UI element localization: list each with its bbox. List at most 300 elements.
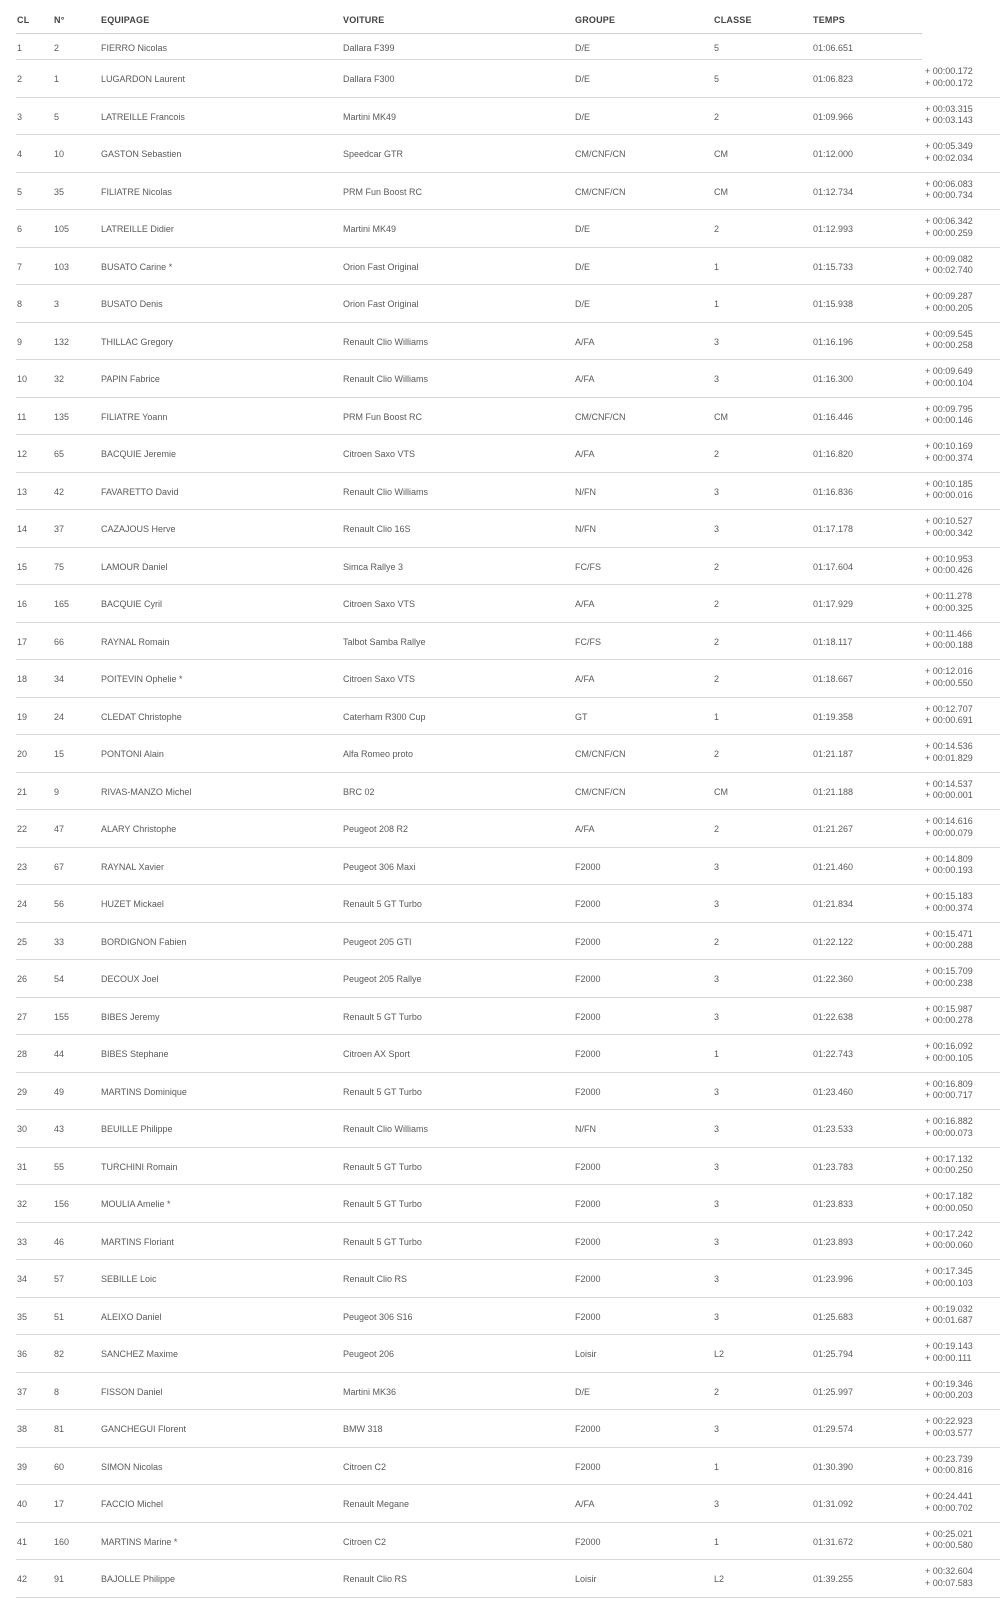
cell-equipage: FILIATRE Nicolas [101, 186, 172, 197]
gap-cell [925, 1266, 973, 1289]
cell-classe: 3 [714, 1086, 720, 1097]
gap-to-previous: + 00:00.550 [925, 677, 973, 688]
cell-num: 82 [54, 1349, 65, 1359]
cell-cl: 39 [17, 1461, 28, 1472]
cell-equipage: RAYNAL Xavier [101, 861, 165, 872]
gap-cell [925, 1079, 973, 1102]
table-row [16, 98, 1000, 136]
cell-classe: 5 [714, 74, 720, 84]
cell-voiture: PRM Fun Boost RC [343, 411, 423, 422]
cell-cl: 6 [17, 224, 23, 234]
cell-classe: 2 [714, 674, 720, 684]
cell-groupe: FC/FS [575, 636, 601, 647]
cell-equipage: RIVAS-MANZO Michel [101, 786, 192, 797]
cell-cl: 19 [17, 711, 28, 722]
gap-to-first: + 00:03.315 [925, 103, 973, 114]
cell-num: 24 [54, 711, 65, 722]
table-row [16, 1260, 1000, 1298]
cell-cl: 40 [17, 1499, 28, 1509]
cell-groupe: A/FA [575, 374, 595, 384]
cell-voiture: Martini MK49 [343, 111, 397, 122]
cell-equipage: RAYNAL Romain [101, 636, 170, 647]
cell-groupe: F2000 [575, 1311, 601, 1322]
cell-cl: 2 [17, 74, 23, 84]
cell-temps: 01:17.604 [813, 561, 854, 572]
cell-temps: 01:21.188 [813, 786, 854, 797]
cell-cl: 30 [17, 1124, 28, 1134]
cell-equipage: SANCHEZ Maxime [101, 1349, 179, 1359]
cell-groupe: F2000 [575, 1236, 601, 1247]
cell-num: 54 [54, 974, 65, 984]
cell-temps: 01:16.196 [813, 336, 854, 347]
table-row [16, 698, 1000, 736]
cell-temps: 01:25.997 [813, 1386, 854, 1397]
gap-cell [925, 966, 973, 989]
cell-voiture: Peugeot 205 GTI [343, 936, 412, 947]
gap-to-first: + 00:22.923 [925, 1416, 973, 1426]
cell-voiture: Martini MK49 [343, 224, 397, 234]
cell-classe: 2 [714, 449, 720, 459]
cell-classe: 2 [714, 1386, 720, 1397]
gap-to-first: + 00:24.441 [925, 1491, 973, 1501]
gap-cell [925, 1341, 973, 1364]
cell-classe: 3 [714, 1161, 720, 1172]
cell-groupe: A/FA [575, 599, 595, 609]
gap-to-previous: + 00:00.205 [925, 302, 973, 313]
cell-groupe: N/FN [575, 486, 596, 497]
gap-cell [925, 704, 973, 727]
cell-equipage: MARTINS Marine * [101, 1536, 178, 1547]
cell-voiture: Citroen C2 [343, 1461, 387, 1472]
cell-voiture: Renault Clio Williams [343, 486, 429, 497]
cell-temps: 01:15.938 [813, 299, 854, 309]
cell-groupe: CM/CNF/CN [575, 149, 626, 159]
cell-voiture: Renault Clio Williams [343, 374, 429, 384]
cell-temps: 01:12.734 [813, 186, 854, 197]
gap-to-previous: + 00:00.374 [925, 902, 973, 913]
gap-cell [925, 1566, 973, 1589]
cell-temps: 01:18.117 [813, 636, 853, 647]
cell-classe: 3 [714, 1311, 720, 1322]
cell-temps: 01:12.000 [813, 149, 854, 159]
gap-to-first: + 00:16.809 [925, 1078, 973, 1089]
cell-num: 32 [54, 374, 65, 384]
cell-num: 2 [54, 43, 60, 53]
cell-groupe: CM/CNF/CN [575, 411, 626, 422]
cell-num: 15 [54, 749, 65, 759]
table-row [16, 623, 1000, 661]
table-row [16, 1110, 1000, 1148]
cell-equipage: HUZET Mickael [101, 899, 164, 909]
gap-to-first: + 00:14.809 [925, 853, 973, 864]
gap-cell [925, 1154, 973, 1177]
gap-to-first: + 00:17.345 [925, 1266, 973, 1276]
cell-classe: 1 [714, 711, 720, 722]
table-row [16, 473, 1000, 511]
gap-cell [925, 104, 973, 127]
cell-num: 51 [54, 1311, 65, 1322]
cell-temps: 01:16.300 [813, 374, 854, 384]
table-row [16, 773, 1000, 811]
gap-to-previous: + 00:00.259 [925, 227, 973, 238]
gap-cell [925, 441, 973, 464]
gap-to-first: + 00:12.016 [925, 666, 973, 676]
cell-num: 135 [54, 411, 70, 422]
gap-to-previous: + 00:00.702 [925, 1502, 973, 1513]
gap-cell [925, 66, 973, 89]
gap-to-previous: + 00:00.288 [925, 940, 973, 950]
table-row [16, 660, 1000, 698]
cell-equipage: CAZAJOUS Herve [101, 524, 176, 534]
cell-cl: 1 [17, 43, 23, 53]
header-voiture: VOITURE [343, 15, 385, 25]
cell-cl: 31 [17, 1161, 28, 1172]
cell-temps: 01:16.446 [813, 411, 854, 422]
header-groupe: GROUPE [575, 15, 616, 25]
cell-voiture: Renault Clio Williams [343, 336, 429, 347]
cell-equipage: CLEDAT Christophe [101, 711, 182, 722]
cell-groupe: F2000 [575, 1461, 601, 1472]
gap-to-previous: + 00:00.258 [925, 340, 973, 350]
cell-classe: 2 [714, 749, 720, 759]
gap-cell [925, 1454, 973, 1477]
cell-groupe: D/E [575, 1386, 591, 1397]
gap-to-first: + 00:09.082 [925, 253, 973, 264]
cell-voiture: Renault 5 GT Turbo [343, 1161, 422, 1172]
cell-voiture: Speedcar GTR [343, 149, 404, 159]
cell-cl: 21 [17, 786, 28, 797]
cell-equipage: BUSATO Denis [101, 299, 163, 309]
cell-num: 37 [54, 524, 65, 534]
gap-cell [925, 929, 973, 952]
cell-equipage: BORDIGNON Fabien [101, 936, 187, 947]
cell-classe: 3 [714, 1199, 720, 1209]
cell-voiture: Peugeot 206 [343, 1349, 395, 1359]
cell-voiture: Citroen Saxo VTS [343, 674, 416, 684]
cell-num: 66 [54, 636, 65, 647]
gap-cell [925, 1379, 973, 1402]
cell-groupe: A/FA [575, 1499, 595, 1509]
gap-to-first: + 00:14.536 [925, 741, 973, 751]
cell-equipage: SEBILLE Loic [101, 1274, 157, 1284]
gap-to-first: + 00:12.707 [925, 703, 973, 714]
table-row [16, 135, 1000, 173]
cell-groupe: F2000 [575, 1199, 601, 1209]
table-row [16, 1373, 1000, 1411]
gap-to-previous: + 00:00.105 [925, 1052, 973, 1063]
gap-cell [925, 741, 973, 764]
gap-to-previous: + 00:00.146 [925, 415, 973, 425]
cell-cl: 17 [17, 636, 28, 647]
cell-classe: 2 [714, 111, 720, 122]
cell-classe: 2 [714, 561, 720, 572]
cell-cl: 3 [17, 111, 23, 122]
gap-to-first: + 00:06.083 [925, 178, 973, 189]
cell-equipage: FACCIO Michel [101, 1499, 164, 1509]
cell-groupe: D/E [575, 261, 591, 272]
cell-classe: 3 [714, 899, 720, 909]
gap-to-previous: + 00:00.060 [925, 1240, 973, 1250]
cell-num: 165 [54, 599, 70, 609]
cell-groupe: D/E [575, 299, 591, 309]
cell-groupe: CM/CNF/CN [575, 786, 626, 797]
table-row [16, 398, 1000, 436]
cell-cl: 9 [17, 336, 23, 347]
cell-num: 56 [54, 899, 65, 909]
cell-temps: 01:22.638 [813, 1011, 854, 1022]
cell-num: 67 [54, 861, 65, 872]
cell-voiture: Peugeot 208 R2 [343, 824, 409, 834]
gap-cell [925, 554, 973, 577]
gap-cell [925, 666, 973, 689]
cell-num: 75 [54, 561, 65, 572]
cell-temps: 01:21.460 [813, 861, 854, 872]
cell-groupe: D/E [575, 224, 591, 234]
gap-cell [925, 516, 973, 539]
cell-groupe: F2000 [575, 1086, 601, 1097]
cell-groupe: CM/CNF/CN [575, 186, 626, 197]
cell-voiture: Orion Fast Original [343, 299, 419, 309]
cell-groupe: Loisir [575, 1574, 597, 1584]
cell-num: 3 [54, 299, 60, 309]
results-table [16, 0, 1000, 1598]
gap-to-first: + 00:25.021 [925, 1528, 973, 1539]
gap-to-first: + 00:10.169 [925, 441, 973, 451]
cell-temps: 01:18.667 [813, 674, 854, 684]
gap-cell [925, 591, 973, 614]
cell-voiture: Orion Fast Original [343, 261, 419, 272]
cell-equipage: DECOUX Joel [101, 974, 159, 984]
cell-temps: 01:25.794 [813, 1349, 854, 1359]
cell-voiture: Citroen AX Sport [343, 1049, 411, 1059]
cell-num: 46 [54, 1236, 65, 1247]
cell-cl: 13 [17, 486, 28, 497]
header-cl: CL [17, 15, 30, 25]
table-row [16, 1148, 1000, 1186]
cell-classe: CM [714, 411, 728, 422]
cell-temps: 01:16.820 [813, 449, 854, 459]
cell-classe: 1 [714, 1049, 720, 1059]
cell-cl: 27 [17, 1011, 28, 1022]
gap-cell [925, 816, 973, 839]
cell-num: 81 [54, 1424, 65, 1434]
cell-voiture: Martini MK36 [343, 1386, 397, 1397]
cell-cl: 25 [17, 936, 28, 947]
cell-temps: 01:23.996 [813, 1274, 854, 1284]
gap-cell [925, 329, 973, 352]
cell-temps: 01:15.733 [813, 261, 854, 272]
table-header [16, 0, 922, 34]
cell-temps: 01:21.187 [813, 749, 854, 759]
cell-temps: 01:12.993 [813, 224, 854, 234]
cell-temps: 01:22.360 [813, 974, 854, 984]
gap-to-previous: + 00:00.172 [925, 77, 973, 88]
cell-num: 8 [54, 1386, 60, 1397]
cell-num: 57 [54, 1274, 65, 1284]
cell-cl: 4 [17, 149, 23, 159]
gap-to-previous: + 00:00.325 [925, 602, 973, 613]
cell-num: 105 [54, 224, 70, 234]
gap-to-first: + 00:15.471 [925, 928, 973, 939]
cell-num: 91 [54, 1574, 65, 1584]
cell-num: 10 [54, 149, 65, 159]
cell-classe: 3 [714, 374, 720, 384]
cell-temps: 01:21.267 [813, 824, 854, 834]
cell-equipage: GANCHEGUI Florent [101, 1424, 187, 1434]
table-row [16, 60, 1000, 98]
cell-num: 160 [54, 1536, 70, 1547]
cell-voiture: Renault Clio 16S [343, 524, 411, 534]
cell-classe: 2 [714, 936, 720, 947]
gap-to-previous: + 00:00.103 [925, 1277, 973, 1288]
cell-voiture: Simca Rallye 3 [343, 561, 404, 572]
cell-temps: 01:29.574 [813, 1424, 854, 1434]
cell-temps: 01:21.834 [813, 899, 854, 909]
gap-to-previous: + 00:00.580 [925, 1540, 973, 1550]
gap-to-first: + 00:32.604 [925, 1566, 973, 1576]
cell-num: 1 [54, 74, 60, 84]
cell-num: 43 [54, 1124, 65, 1134]
cell-temps: 01:23.833 [813, 1199, 854, 1209]
cell-cl: 8 [17, 299, 23, 309]
table-row [16, 360, 1000, 398]
table-row [16, 1298, 1000, 1336]
cell-voiture: Renault Megane [343, 1499, 410, 1509]
cell-classe: 3 [714, 336, 720, 347]
cell-classe: 3 [714, 524, 720, 534]
table-row [16, 435, 1000, 473]
cell-groupe: A/FA [575, 336, 595, 347]
cell-cl: 10 [17, 374, 28, 384]
cell-num: 55 [54, 1161, 65, 1172]
cell-equipage: SIMON Nicolas [101, 1461, 163, 1472]
cell-groupe: GT [575, 711, 588, 722]
cell-cl: 14 [17, 524, 28, 534]
gap-cell [925, 254, 973, 277]
table-row [16, 885, 1000, 923]
cell-groupe: F2000 [575, 1536, 601, 1547]
gap-to-first: + 00:19.346 [925, 1378, 973, 1389]
gap-to-previous: + 00:00.193 [925, 865, 973, 875]
cell-equipage: FISSON Daniel [101, 1386, 163, 1397]
cell-equipage: MARTINS Floriant [101, 1236, 174, 1247]
cell-cl: 26 [17, 974, 28, 984]
gap-to-previous: + 00:00.104 [925, 377, 973, 388]
cell-groupe: A/FA [575, 824, 595, 834]
cell-temps: 01:30.390 [813, 1461, 854, 1472]
table-row [16, 1523, 1000, 1561]
cell-classe: 1 [714, 299, 720, 309]
gap-to-first: + 00:17.182 [925, 1191, 973, 1201]
cell-cl: 15 [17, 561, 28, 572]
cell-classe: 3 [714, 1424, 720, 1434]
cell-classe: 3 [714, 1499, 720, 1509]
gap-cell [925, 179, 973, 202]
gap-cell [925, 216, 973, 239]
cell-num: 60 [54, 1461, 65, 1472]
cell-num: 49 [54, 1086, 65, 1097]
cell-groupe: A/FA [575, 449, 595, 459]
cell-groupe: CM/CNF/CN [575, 749, 626, 759]
gap-to-previous: + 00:00.691 [925, 715, 973, 725]
gap-to-previous: + 00:00.816 [925, 1465, 973, 1475]
gap-to-first: + 00:17.242 [925, 1228, 973, 1239]
cell-groupe: N/FN [575, 524, 596, 534]
gap-to-first: + 00:14.537 [925, 778, 973, 789]
gap-to-previous: + 00:00.073 [925, 1127, 973, 1138]
gap-to-previous: + 00:00.050 [925, 1202, 973, 1213]
cell-classe: 2 [714, 224, 720, 234]
cell-cl: 42 [17, 1574, 28, 1584]
cell-voiture: Renault Clio RS [343, 1574, 408, 1584]
cell-voiture: Renault 5 GT Turbo [343, 1086, 422, 1097]
cell-temps: 01:19.358 [813, 711, 854, 722]
cell-equipage: LATREILLE Francois [101, 111, 185, 122]
cell-num: 5 [54, 111, 60, 122]
cell-cl: 33 [17, 1236, 28, 1247]
table-row [16, 1073, 1000, 1111]
gap-to-previous: + 00:03.577 [925, 1427, 973, 1438]
cell-cl: 34 [17, 1274, 28, 1284]
cell-equipage: LATREILLE Didier [101, 224, 174, 234]
gap-to-first: + 00:00.172 [925, 66, 973, 76]
cell-voiture: Citroen Saxo VTS [343, 599, 416, 609]
cell-num: 34 [54, 674, 65, 684]
cell-equipage: FAVARETTO David [101, 486, 179, 497]
gap-cell [925, 1116, 973, 1139]
gap-cell [925, 1304, 973, 1327]
gap-cell [925, 779, 973, 802]
cell-classe: CM [714, 186, 728, 197]
gap-cell [925, 1004, 973, 1027]
cell-voiture: Talbot Samba Rallye [343, 636, 426, 647]
gap-to-first: + 00:15.709 [925, 966, 973, 976]
cell-cl: 41 [17, 1536, 28, 1547]
cell-voiture: Dallara F300 [343, 74, 395, 84]
gap-cell [925, 1416, 973, 1439]
cell-classe: CM [714, 149, 728, 159]
cell-temps: 01:22.122 [813, 936, 854, 947]
cell-temps: 01:17.929 [813, 599, 854, 609]
cell-temps: 01:22.743 [813, 1049, 854, 1059]
table-body [16, 34, 1000, 1598]
gap-to-previous: + 00:00.203 [925, 1390, 973, 1400]
cell-voiture: Renault 5 GT Turbo [343, 899, 422, 909]
cell-voiture: Citroen Saxo VTS [343, 449, 416, 459]
cell-voiture: BRC 02 [343, 786, 375, 797]
gap-to-previous: + 00:00.016 [925, 490, 973, 500]
cell-classe: 3 [714, 974, 720, 984]
table-row [16, 1335, 1000, 1373]
cell-num: 9 [54, 786, 60, 797]
cell-cl: 24 [17, 899, 28, 909]
cell-temps: 01:06.823 [813, 74, 854, 84]
gap-cell [925, 629, 973, 652]
cell-cl: 35 [17, 1311, 28, 1322]
cell-groupe: A/FA [575, 674, 595, 684]
cell-cl: 37 [17, 1386, 28, 1397]
gap-to-first: + 00:05.349 [925, 141, 973, 151]
gap-cell [925, 1491, 973, 1514]
header-classe: CLASSE [714, 15, 752, 25]
cell-classe: CM [714, 786, 728, 797]
cell-classe: L2 [714, 1574, 725, 1584]
cell-voiture: Peugeot 306 S16 [343, 1311, 413, 1322]
cell-cl: 11 [17, 411, 27, 422]
cell-voiture: Renault 5 GT Turbo [343, 1236, 422, 1247]
cell-equipage: THILLAC Gregory [101, 336, 174, 347]
cell-classe: 3 [714, 486, 720, 497]
